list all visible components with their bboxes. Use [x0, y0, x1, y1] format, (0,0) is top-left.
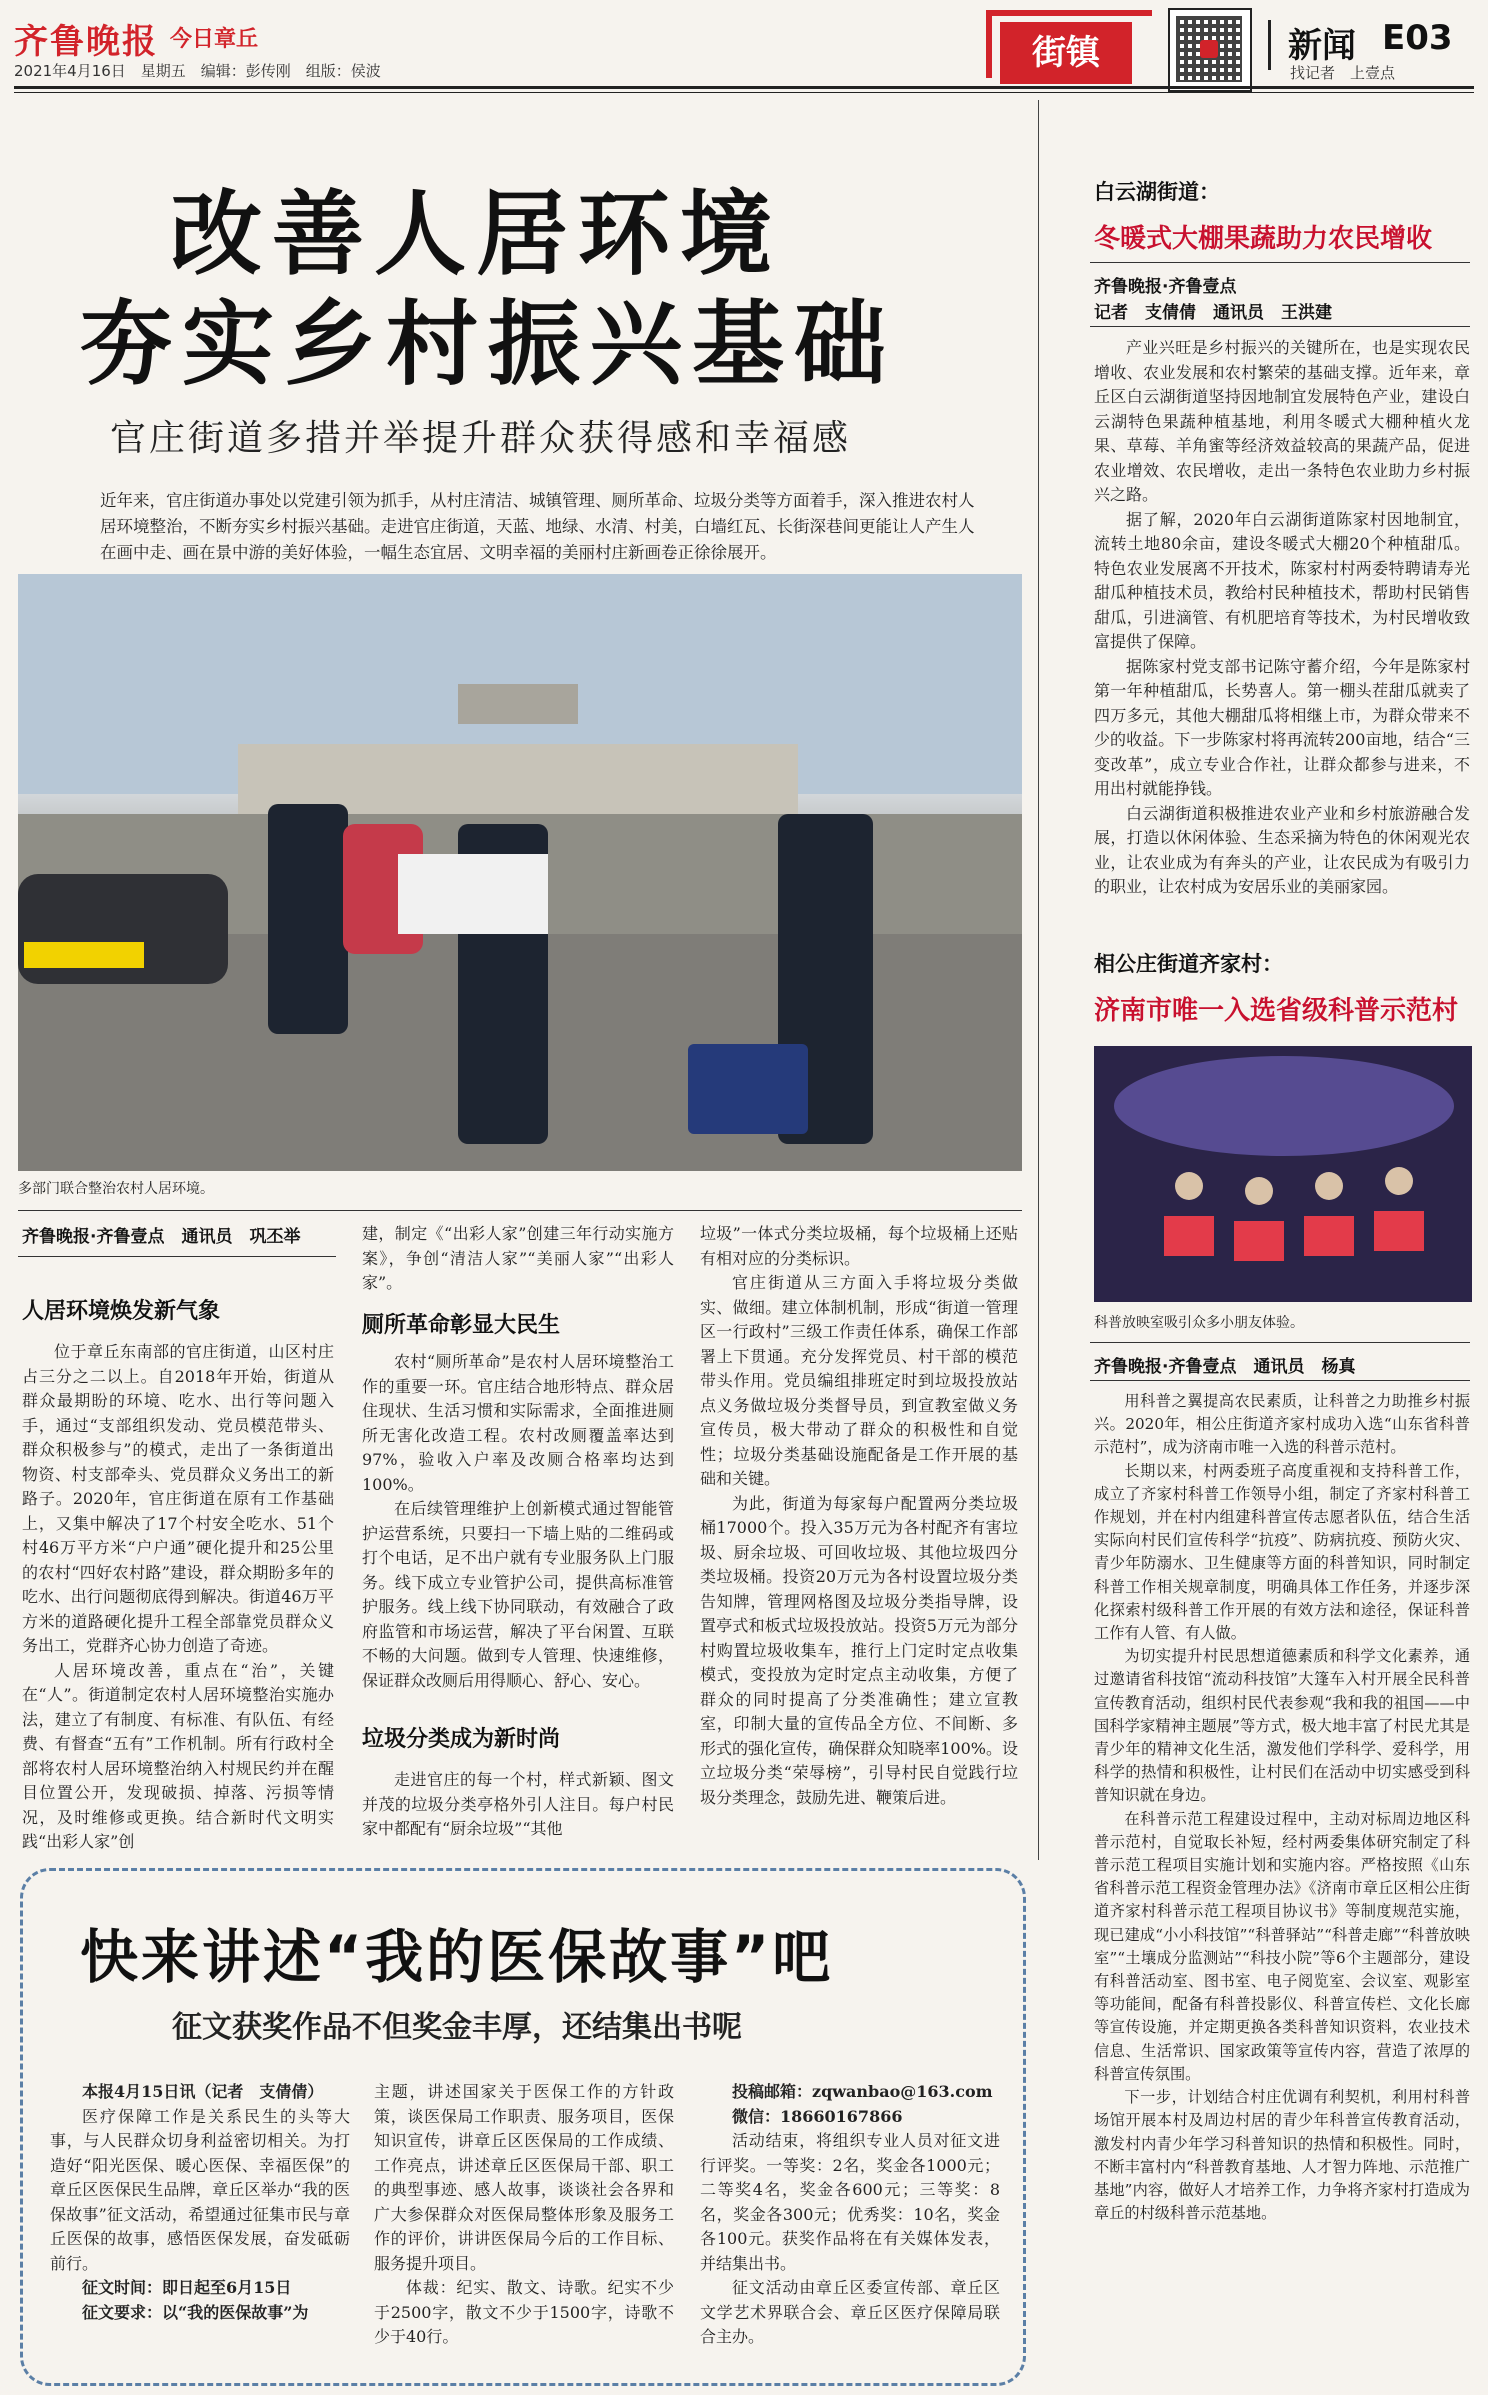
- edition-label: 今日章丘: [170, 27, 259, 52]
- reporter-hotline: 找记者 上壹点: [1290, 64, 1396, 82]
- side2-paragraph-1: 用科普之翼提高农民素质，让科普之力助推乡村振兴。2020年，相公庄街道齐家村成功入选“山东省科普示范村”，成为济南市唯一入选的科普示范村。: [1094, 1392, 1470, 1457]
- col2-paragraph-2: 在后续管理维护上创新模式通过智能管护运营系统，只要扫一下墙上贴的二维码或打个电话，足不出户就有专业服务队上门服务。线下成立专业管护公司，提供高标准管护服务。线上线下协同联动，有效融合了政府监管和市场运营，解决了平台闲置、互联不畅的大问题。做到专人管理、快速维修，保证群众改厕后用得顺心、舒心、安心。: [362, 1499, 674, 1690]
- col2-paragraph-0: 建，制定《“出彩人家”创建三年行动实施方案》，争创“清洁人家”“美丽人家”“出彩人家”。: [362, 1224, 674, 1292]
- col2-text-top: [362, 1222, 674, 1296]
- col2-paragraph-1: 农村“厕所革命”是农村人居环境整治工作的重要一环。官庄结合地形特点、群众居住现状、生活习惯和实际需求，全面推进厕所无害化改造工程。农村改厕覆盖率达到97%，验收入户率及改厕合格率均达到100%。: [362, 1352, 674, 1494]
- col2-heading-2: 垃圾分类成为新时尚: [362, 1727, 561, 1752]
- col1-paragraph-1: 位于章丘东南部的官庄街道，山区村庄占三分之二以上。自2018年开始，街道从群众最期盼的环境、吃水、出行等问题入手，通过“支部组织发动、党员模范带头、群众积极参与”的模式，走出了一条街道出物资、村支部牵头、党员群众义务出工的新路子。2020年，官庄街道在原有工作基础上，又集中解决了17个村安全吃水、51个村46万平方米“户户通”硬化提升和25公里的农村“四好农村路”建设，群众期盼多年的吃水、出行问题彻底得到解决。街道46万平方米的道路硬化提升工程全部靠党员群众义务出工，党群齐心协力创造了奇迹。: [22, 1342, 334, 1655]
- contest-col2-paragraph-2: 体裁：纪实、散文、诗歌。纪实不少于2500字，散文不少于1500字，诗歌不少于40行。: [374, 2278, 674, 2346]
- column-separator: [1038, 100, 1039, 1860]
- side2-photo-caption: 科普放映室吸引众多小朋友体验。: [1094, 1315, 1304, 1331]
- side2-text: [1094, 1390, 1470, 2225]
- contest-subhead: 征文获奖作品不但奖金丰厚，还结集出书呢: [172, 2010, 742, 2045]
- side2-caption-rule: [1090, 1342, 1470, 1343]
- side2-paragraph-2: 长期以来，村两委班子高度重视和支持科普工作，成立了齐家村科普工作领导小组，制定了齐家村科普工作规划，并在村内组建科普宣传志愿者队伍，结合生活实际向村民们宣传科学“抗疫”、防病抗疫、预防火灾、青少年防溺水、卫生健康等方面的科普知识，同时制定科普工作相关规章制度，明确具体工作任务，并逐步深化探索村级科普工作开展的有效方法和途径，保证科普工作有人管、有人做。: [1094, 1461, 1470, 1643]
- side1-paragraph-2: 据了解，2020年白云湖街道陈家村因地制宜，流转土地80余亩，建设冬暖式大棚20个种植甜瓜。特色农业发展离不开技术，陈家村村两委特聘请寿光甜瓜种植技术员，教给村民种植技术，帮助村民销售甜瓜，引进滴管、有机肥培育等技术，为村民增收致富提供了保障。: [1094, 509, 1470, 651]
- side1-byline-rule: [1090, 326, 1470, 327]
- col2-text-bottom: [362, 1768, 674, 1842]
- main-byline: 齐鲁晚报·齐鲁壹点 通讯员 巩丕举: [22, 1227, 301, 1247]
- col1-text: [22, 1340, 334, 1855]
- side2-kicker: 相公庄街道齐家村：: [1094, 952, 1283, 976]
- side2-photo: [1094, 1046, 1472, 1302]
- header-rule: [14, 86, 1474, 89]
- side1-kicker: 白云湖街道：: [1094, 180, 1220, 204]
- col2-heading-1: 厕所革命彰显大民生: [362, 1313, 561, 1338]
- col1-paragraph-2: 人居环境改善，重点在“治”，关键在“人”。街道制定农村人居环境整治实施办法，建立了有制度、有标准、有队伍、有经费、有督查“五有”工作机制。所有行政村全部将农村人居环境整治纳入村规民约并在醒目位置公开，发现破损、掉落、污损等情况，及时维修或更换。结合新时代文明实践“出彩人家”创: [22, 1660, 334, 1851]
- qr-logo-icon: [1200, 40, 1218, 58]
- main-headline-line1: 改善人居环境: [170, 181, 783, 288]
- side2-byline-rule: [1090, 1380, 1470, 1381]
- col3-paragraph-1: 官庄街道从三方面入手将垃圾分类做实、做细。建立体制机制，形成“街道一管理区一行政村”三级工作责任体系，确保工作部署上下贯通。充分发挥党员、村干部的模范带头作用。党员编组排班定时到垃圾投放站点义务做垃圾分类督导员，到宣教室做义务宣传员，极大带动了群众的积极性和自觉性；垃圾分类基础设施配备是工作开展的基础和关键。: [700, 1273, 1018, 1488]
- main-photo: [18, 574, 1022, 1171]
- side1-paragraph-1: 产业兴旺是乡村振兴的关键所在，也是实现农民增收、农业发展和农村繁荣的基础支撑。近年来，章丘区白云湖街道坚持因地制宜发展特色产业，建设白云湖特色果蔬种植基地，利用冬暖式大棚种植火龙果、草莓、羊角蜜等经济效益较高的果蔬产品，促进农业增效、农民增收，走出一条特色农业助力乡村振兴之路。: [1094, 338, 1470, 504]
- col3-text: [700, 1222, 1018, 1810]
- main-lead: 近年来，官庄街道办事处以党建引领为抓手，从村庄清洁、城镇管理、厕所革命、垃圾分类等方面着手，深入推进农村人居环境整治，不断夯实乡村振兴基础。走进官庄街道，天蓝、地绿、水清、村美，白墙红瓦、长街深巷间更能让人产生人在画中走、画在景中游的美好体验，一幅生态宜居、文明幸福的美丽村庄新画卷正徐徐展开。: [100, 491, 975, 562]
- header-rule-thin: [14, 92, 1474, 93]
- col3-paragraph-0: 垃圾”一体式分类垃圾桶，每个垃圾桶上还贴有相对应的分类标识。: [700, 1224, 1018, 1268]
- photo-bottom-rule: [18, 1210, 1022, 1211]
- contest-col3-paragraph-1: 活动结束，将组织专业人员对征文进行评奖。一等奖：2名，奖金各1000元；二等奖4名，奖金各600元；三等奖：8名，奖金各300元；优秀奖：10名，奖金各100元。获奖作品将在有关媒体发表，并结集出书。: [700, 2131, 1000, 2273]
- col2-paragraph-3: 走进官庄的每一个村，样式新颖、图文并茂的垃圾分类亭格外引人注目。每户村民家中都配有“厨余垃圾”“其他: [362, 1770, 674, 1838]
- contest-email: 投稿邮箱：zqwanbao@163.com: [732, 2082, 993, 2101]
- page-category: 新闻: [1288, 26, 1356, 66]
- contest-col3: [700, 2080, 1000, 2350]
- side1-byline-2: 记者 支倩倩 通讯员 王洪建: [1094, 303, 1332, 323]
- col1-heading: 人居环境焕发新气象: [22, 1299, 221, 1324]
- contest-requirement: 征文要求：以“我的医保故事”为: [82, 2302, 309, 2322]
- side2-paragraph-3: 为切实提升村民思想道德素质和科学文化素养，通过邀请省科技馆“流动科技馆”大篷车入村开展全民科普宣传教育活动，组织村民代表参观“我和我的祖国——中国科学家精神主题展”等方式，极大地丰富了村民尤其是青少年的精神文化生活，激发他们学科学、爱科学，用科学的热情和积极性，让村民们在活动中切实感受到科普知识就在身边。: [1094, 1647, 1470, 1805]
- qr-code-icon: [1168, 8, 1252, 92]
- contest-col3-paragraph-2: 征文活动由章丘区委宣传部、章丘区文学艺术界联合会、章丘区医疗保障局联合主办。: [700, 2278, 1000, 2346]
- side1-paragraph-3: 据陈家村党支部书记陈守蓄介绍，今年是陈家村第一年种植甜瓜，长势喜人。第一棚头茬甜瓜就卖了四万多元，其他大棚甜瓜将相继上市，为群众带来不少的收益。下一步陈家村将再流转200亩地，结合“三变改革”，成立专业合作社，让群众都参与进来，不用出村就能挣钱。: [1094, 656, 1470, 798]
- contest-col2-paragraph-1: 主题，讲述国家关于医保工作的方针政策，谈医保局工作职责、服务项目，医保知识宣传，讲章丘区医保局的工作成绩、工作亮点，讲述章丘区医保局干部、职工的典型事迹、感人故事，谈谈社会各界和广大参保群众对医保局整体形象及服务工作的评价，讲讲医保局今后的工作目标、服务提升项目。: [374, 2082, 674, 2273]
- side2-paragraph-4: 在科普示范工程建设过程中，主动对标周边地区科普示范村，自觉取长补短，经村两委集体研究制定了科普示范工程项目实施计划和实施内容。严格按照《山东省科普示范工程资金管理办法》《济南市章丘区相公庄街道齐家村科普示范工程项目协议书》等制度规范实施，现已建成“小小科技馆”“科普驿站”“科普走廊”“科普放映室”“土壤成分监测站”“科技小院”等6个主题部分，建设有科普活动室、图书室、电子阅览室、会议室、观影室等功能间，配备有科普投影仪、科普宣传栏、文化长廊等宣传设施，并定期更换各类科普知识资料，农业技术信息、生活常识、国家政策等宣传内容，营造了浓厚的科普宣传氛围。: [1094, 1809, 1470, 2083]
- side1-byline-1: 齐鲁晚报·齐鲁壹点: [1094, 277, 1237, 297]
- side2-paragraph-5: 下一步，计划结合村庄优调有利契机，利用村科普场馆开展本村及周边村居的青少年科普宣传教育活动，激发村内青少年学习科普知识的热情和积极性。同时，不断丰富村内“科普教育基地、人才智力阵地、示范推广基地”内容，做好人才培养工作，力争将齐家村打造成为章丘的村级科普示范基地。: [1094, 2088, 1470, 2223]
- header-divider: [1268, 20, 1271, 70]
- contest-time: 征文时间：即日起至6月15日: [82, 2278, 292, 2297]
- col2-text-mid: [362, 1350, 674, 1693]
- main-photo-caption: 多部门联合整治农村人居环境。: [18, 1181, 214, 1197]
- col3-paragraph-2: 为此，街道为每家每户配置两分类垃圾桶17000个。投入35万元为各村配齐有害垃圾、厨余垃圾、可回收垃圾、其他垃圾四分类垃圾桶。投资20万元为各村设置垃圾分类告知牌，管理网格图及垃圾分类指导牌，设置亭式和板式垃圾投放站。投资5万元为部分村购置垃圾收集车，推行上门定时定点收集模式，变投放为定时定点主动收集，方便了群众的同时提高了分类准确性；建立宣教室，印制大量的宣传品全方位、不间断、多形式的强化宣传，确保群众知晓率100%。设立垃圾分类“荣辱榜”，引导村民自觉践行垃圾分类理念，鼓励先进、鞭策后进。: [700, 1493, 1018, 1807]
- masthead-logo: 齐鲁晚报: [14, 22, 158, 62]
- side1-paragraph-4: 白云湖街道积极推进农业产业和乡村旅游融合发展，打造以休闲体验、生态采摘为特色的休闲观光农业，让农业成为有奔头的产业，让农民成为有吸引力的职业，让农村成为安居乐业的美丽家园。: [1094, 803, 1470, 896]
- contest-dateline: 本报4月15日讯（记者 支倩倩）: [82, 2082, 324, 2101]
- main-photo-scene-icon: [18, 574, 1022, 1171]
- byline-rule: [18, 1256, 336, 1257]
- side2-title: 济南市唯一入选省级科普示范村: [1094, 996, 1459, 1026]
- side1-title: 冬暖式大棚果蔬助力农民增收: [1094, 224, 1433, 254]
- section-tag: 街镇: [1000, 22, 1132, 84]
- main-headline-line2: 夯实乡村振兴基础: [80, 291, 897, 398]
- main-subhead: 官庄街道多措并举提升群众获得感和幸福感: [110, 418, 852, 459]
- contest-headline: 快来讲述“我的医保故事”吧: [80, 1923, 834, 1991]
- side2-photo-scene-icon: [1094, 1046, 1472, 1302]
- side1-title-rule: [1090, 262, 1470, 263]
- side2-byline: 齐鲁晚报·齐鲁壹点 通讯员 杨真: [1094, 1357, 1356, 1377]
- contest-col1: [50, 2080, 350, 2325]
- contest-col2: [374, 2080, 674, 2350]
- contest-col1-paragraph: 医疗保障工作是关系民生的头等大事，与人民群众切身利益密切相关。为打造好“阳光医保、暖心医保、幸福医保”的章丘区医保民生品牌，章丘区举办“我的医保故事”征文活动，希望通过征集市民与章丘医保的故事，感悟医保发展，奋发砥砺前行。: [50, 2106, 350, 2273]
- side1-text: [1094, 336, 1470, 900]
- dateline: 2021年4月16日 星期五 编辑：彭传刚 组版：侯波: [14, 62, 381, 80]
- contest-wechat: 微信：18660167866: [732, 2106, 903, 2126]
- page-code: E03: [1382, 18, 1453, 58]
